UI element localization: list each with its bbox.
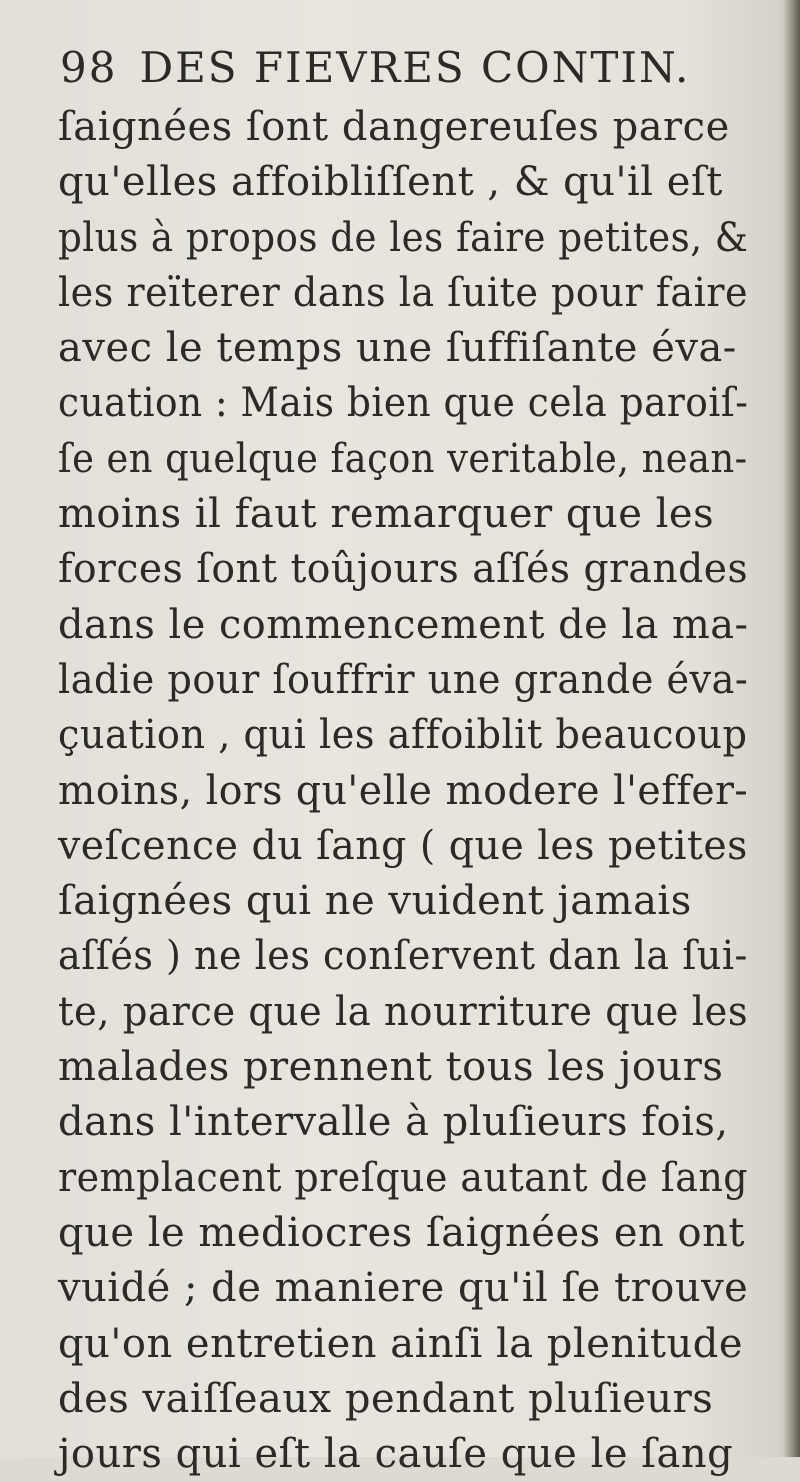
text-line: que le mediocres ſaignées en ont [58,1209,745,1256]
page-number: 98 [60,43,118,92]
text-line: ladie pour ſouffrir une grande éva- [58,656,749,703]
text-line: qu'elles affoibliſſent , & qu'il eſt [58,159,723,206]
running-head-title: DES FIEVRES CONTIN. [139,43,691,92]
page-gutter [784,0,800,1457]
text-line: ſaignées ſont dangereuſes parce [58,104,730,150]
text-line: ſaignées qui ne vuident jamais [58,878,692,925]
text-line: cuation : Mais bien que cela paroiſ- [58,380,749,427]
body-text [58,100,748,1482]
text-line: malades prennent tous les jours [58,1044,724,1091]
text-line: avec le temps une ſuffiſante éva- [58,325,737,372]
text-line: les reïterer dans la ſuite pour faire [58,269,749,316]
text-line: remplacent preſque autant de ſang [58,1154,749,1201]
text-line: çuation , qui les affoiblit beaucoup [58,712,748,759]
text-line: dans le commencement de la ma- [58,601,749,648]
text-line: te, parce que la nourriture que les [58,988,749,1035]
text-line: forces ſont toûjours aſſés grandes [58,546,749,593]
text-line: dans l'intervalle à pluſieurs fois, [58,1099,729,1146]
text-line: qu'on entretien ainſi la plenitude [58,1320,744,1367]
text-line: vuidé ; de maniere qu'il ſe trouve [58,1265,749,1312]
text-line: plus à propos de les faire petites, & [58,214,749,261]
text-line: jours qui eſt la cauſe que le ſang [58,1431,734,1478]
text-line: des vaiſſeaux pendant pluſieurs [58,1375,714,1422]
text-line: moins, lors qu'elle modere l'effer- [58,767,749,814]
running-head [60,38,780,98]
text-line: aſſés ) ne les conſervent dan la ſui- [58,933,748,980]
text-line: veſcence du ſang ( que les petites [58,822,748,869]
text-line: ſe en quelque façon veritable, nean- [58,435,748,482]
text-line: moins il faut remarquer que les [58,491,715,538]
